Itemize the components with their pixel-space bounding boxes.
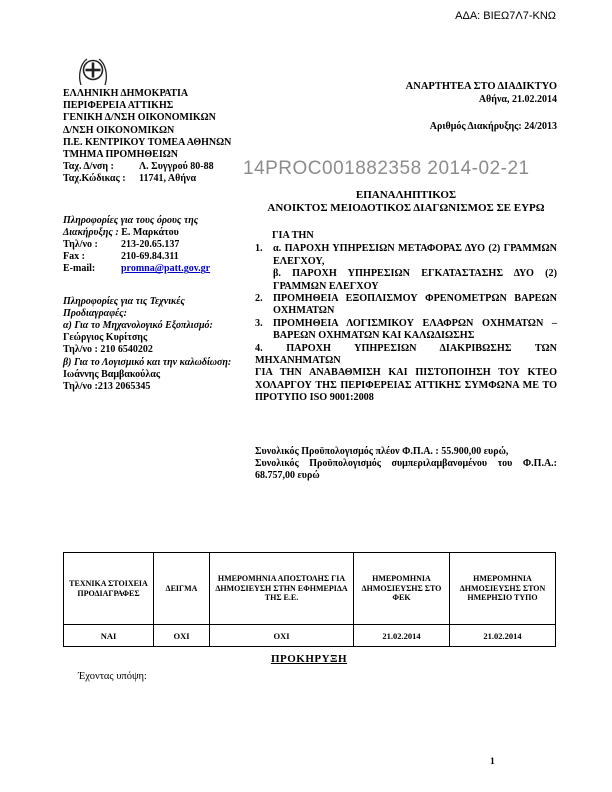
sender-block (63, 88, 247, 393)
cell-tech-specs: ΝΑΙ (64, 625, 154, 647)
table-row (64, 625, 556, 647)
fax-value: 210-69.84.311 (121, 251, 179, 263)
email-label: E-mail: (63, 263, 96, 275)
org-line: ΠΕΡΙΦΕΡΕΙΑ ΑΤΤΙΚΗΣ (63, 100, 174, 112)
having-regard-text: Έχοντας υπόψη: (78, 671, 147, 682)
terms-contact-label: Πληροφορίες για τους όρους της Διακήρυξης : (63, 214, 199, 238)
city-date: Αθήνα, 21.02.2014 (478, 94, 557, 105)
tender-number: Αριθμός Διακήρυξης: 24/2013 (429, 121, 557, 132)
technical-contacts-block (63, 296, 247, 394)
kimdis-registration-code: 14PROC001882358 2014-02-21 (243, 158, 530, 179)
postcode-label: Ταχ.Κώδικας : (63, 173, 126, 185)
phone-row (63, 239, 247, 251)
contact-block (63, 215, 247, 276)
fax-row (63, 251, 247, 263)
tech-contact-b-name: Ιωάννης Βαμβακούλας (63, 368, 161, 380)
subject-item (255, 268, 557, 293)
item-number (255, 268, 273, 293)
tech-contact-a-label: α) Για το Μηχανολογικό Εξοπλισμό: (63, 320, 213, 332)
ada-code: ΑΔΑ: ΒΙΕΩ7Λ7-ΚΝΩ (455, 10, 556, 22)
org-line: ΕΛΛΗΝΙΚΗ ΔΗΜΟΚΡΑΤΙΑ (63, 88, 189, 99)
postcode-value: 11741, Αθήνα (139, 173, 197, 185)
table-header-row (64, 553, 556, 625)
cell-fek: 21.02.2014 (354, 625, 450, 647)
postal-address-row (63, 161, 247, 173)
email-row (63, 263, 247, 275)
org-line: ΓΕΝΙΚΗ Δ/ΝΣΗ ΟΙΚΟΝΟΜΙΚΩΝ (63, 112, 216, 124)
tender-subject (255, 230, 557, 405)
fax-label: Fax : (63, 251, 85, 263)
org-line: Δ/ΝΣΗ ΟΙΚΟΝΟΜΙΚΩΝ (63, 124, 175, 136)
anartitea-label: ΑΝΑΡΤΗΤΕΑ ΣΤΟ ΔΙΑΔΙΚΤΥΟ (405, 81, 557, 92)
publication-table (63, 552, 556, 647)
cell-eu-journal: ΟΧΙ (210, 625, 354, 647)
col-header-fek: ΗΜΕΡΟΜΗΝΙΑ ΔΗΜΟΣΙΕΥΣΗΣ ΣΤΟ ΦΕΚ (354, 553, 450, 625)
address-label: Ταχ. Δ/νση : (63, 161, 114, 173)
org-line: Π.Ε. ΚΕΝΤΡΙΚΟΥ ΤΟΜΕΑ ΑΘΗΝΩΝ (63, 136, 232, 148)
tech-contact-a-name: Γεώργιος Κυρίτσης (63, 332, 148, 344)
page-number: 1 (490, 757, 495, 767)
subject-item (255, 243, 557, 268)
budget-excl-vat: Συνολικός Προϋπολογισμός πλέον Φ.Π.Α. : 55.900,00 ευρώ, (255, 446, 509, 457)
item-text: ΠΡΟΜΗΘΕΙΑ ΕΞΟΠΛΙΣΜΟΥ ΦΡΕΝΟΜΕΤΡΩΝ ΒΑΡΕΩΝ ΟΧΗΜΑΤΩΝ (273, 293, 557, 317)
email-link[interactable]: promna@patt.gov.gr (121, 263, 211, 275)
item-text: α. ΠΑΡΟΧΗ ΥΠΗΡΕΣΙΩΝ ΜΕΤΑΦΟΡΑΣ ΔΥΟ (2) ΓΡΑΜΜΩΝ ΕΛΕΓΧΟΥ, (273, 243, 557, 267)
item-text: β. ΠΑΡΟΧΗ ΥΠΗΡΕΣΙΩΝ ΕΓΚΑΤΑΣΤΑΣΗΣ ΔΥΟ (2) ΓΡΑΜΜΩΝ ΕΛΕΓΧΟΥ (273, 268, 557, 292)
budget-incl-vat: Συνολικός Προϋπολογισμός συμπεριλαμβανομένου του Φ.Π.Α.: 68.757,00 ευρώ (255, 458, 557, 482)
subject-purpose: ΓΙΑ ΤΗΝ ΑΝΑΒΑΘΜΙΣΗ ΚΑΙ ΠΙΣΤΟΠΟΙΗΣΗ ΤΟΥ ΚΤΕΟ ΧΟΛΑΡΓΟΥ ΤΗΣ ΠΕΡΙΦΕΡΕΙΑΣ ΑΤΤΙΚΗΣ ΣΥΜΦΩΝΑ ΜΕ ΤΟ ΠΡΟΤΥΠΟ ISO 9001:2008 (255, 367, 557, 404)
phone-value: 213-20.65.137 (121, 239, 180, 251)
subject-item-4: 4. ΠΑΡΟΧΗ ΥΠΗΡΕΣΙΩΝ ΔΙΑΚΡΙΒΩΣΗΣ ΤΩΝ ΜΗΧΑΝΗΜΑΤΩΝ (255, 342, 557, 367)
subject-item (255, 318, 557, 343)
tech-contact-b-phone: Τηλ/νο :213 2065345 (63, 381, 151, 393)
col-header-daily-press: ΗΜΕΡΟΜΗΝΙΑ ΔΗΜΟΣΙΕΥΣΗΣ ΣΤΟΝ ΗΜΕΡΗΣΙΟ ΤΥΠΟ (450, 553, 556, 625)
phone-label: Τηλ/νο : (63, 239, 98, 251)
tender-title-line1: ΕΠΑΝΑΛΗΠΤΙΚΟΣ (355, 189, 457, 201)
item-text: ΠΡΟΜΗΘΕΙΑ ΛΟΓΙΣΜΙΚΟΥ ΕΛΑΦΡΩΝ ΟΧΗΜΑΤΩΝ – ΒΑΡΕΩΝ ΟΧΗΜΑΤΩΝ ΚΑΙ ΚΑΛΩΔΙΩΣΗΣ (273, 317, 557, 342)
terms-contact-line (63, 215, 247, 239)
col-header-tech-specs: ΤΕΧΝΙΚΑ ΣΤΟΙΧΕΙΑ ΠΡΟΔΙΑΓΡΑΦΕΣ (64, 553, 154, 625)
tech-contact-b-label: β) Για το Λογισμικό και την καλωδίωση: (63, 356, 232, 368)
tech-contact-a (63, 320, 247, 344)
col-header-eu-journal: ΗΜΕΡΟΜΗΝΙΑ ΑΠΟΣΤΟΛΗΣ ΓΙΑ ΔΗΜΟΣΙΕΥΣΗ ΣΤΗΝ ΕΦΗΜΕΡΙΔΑ ΤΗΣ Ε.Ε. (210, 553, 354, 625)
address-value: Λ. Συγγρού 80-88 (139, 161, 214, 173)
subject-item (255, 293, 557, 318)
item-number: 1. (255, 243, 263, 255)
item-number: 3. (255, 317, 263, 329)
terms-contact-name: Ε. Μαρκάτου (121, 226, 179, 238)
budget-block (255, 446, 557, 483)
proclamation-heading: ΠΡΟΚΗΡΥΞΗ (270, 653, 348, 665)
cell-sample: ΟΧΙ (154, 625, 210, 647)
for-the-label: ΓΙΑ ΤΗΝ (272, 230, 314, 241)
tech-contact-a-phone: Τηλ/νο : 210 6540202 (63, 344, 153, 356)
org-line: ΤΜΗΜΑ ΠΡΟΜΗΘΕΙΩΝ (63, 149, 178, 161)
tech-specs-header: Πληροφορίες για τις Τεχνικές Προδιαγραφές: (63, 295, 185, 319)
publication-header (300, 81, 557, 105)
col-header-sample: ΔΕΙΓΜΑ (154, 553, 210, 625)
cell-daily-press: 21.02.2014 (450, 625, 556, 647)
tender-title (255, 189, 557, 214)
postcode-row (63, 173, 247, 185)
tender-title-line2: ΑΝΟΙΚΤΟΣ ΜΕΙΟΔΟΤΙΚΟΣ ΔΙΑΓΩΝΙΣΜΟΣ ΣΕ ΕΥΡΩ (267, 201, 545, 214)
item-number: 2. (255, 293, 263, 305)
